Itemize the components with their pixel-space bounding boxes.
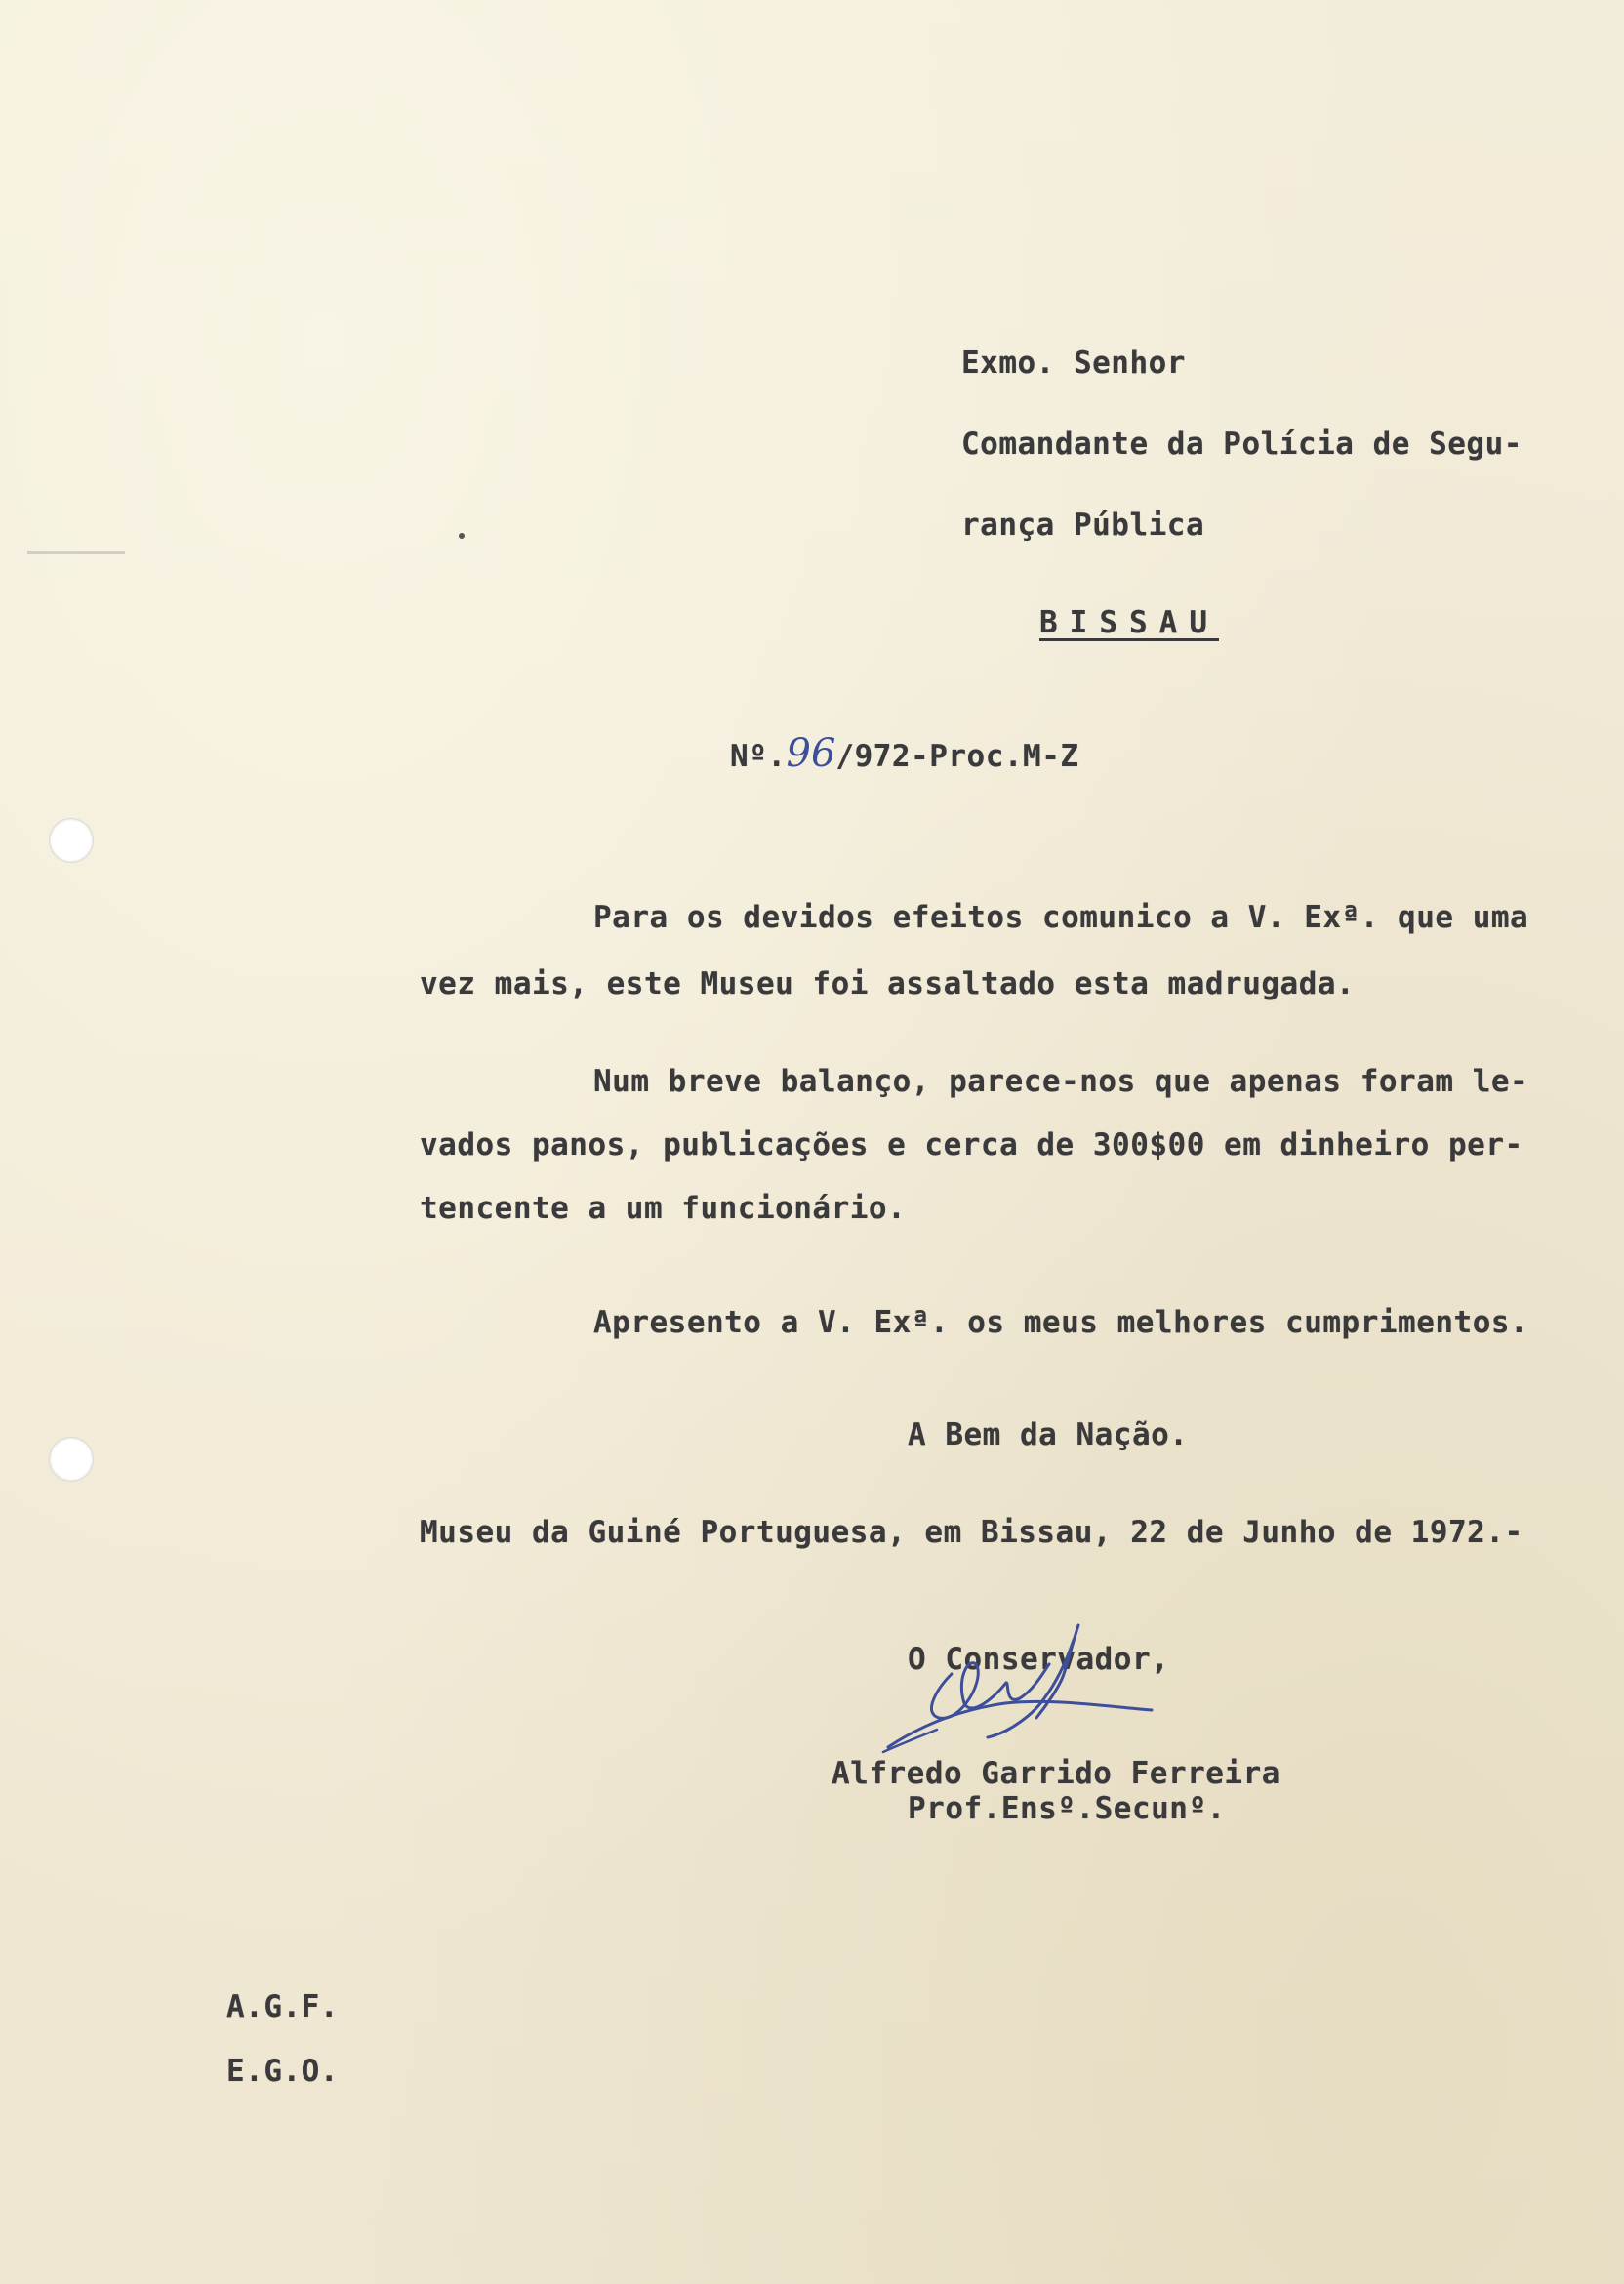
ink-dot xyxy=(459,533,465,539)
punch-hole-top xyxy=(49,818,94,863)
recipient-title-line2: rança Pública xyxy=(961,508,1205,543)
recipient-city: BISSAU xyxy=(1039,605,1219,640)
closing-motto: A Bem da Nação. xyxy=(908,1417,1189,1452)
initials-line1: A.G.F. xyxy=(226,1989,339,2024)
handwritten-signature xyxy=(878,1620,1269,1767)
body-p1-line2: vez mais, este Museu foi assaltado esta madrugada. xyxy=(420,966,1356,1001)
reference-suffix: /972-Proc.M-Z xyxy=(835,739,1079,774)
reference-handwritten-number: 96 xyxy=(786,731,836,776)
recipient-title-line1: Comandante da Polícia de Segu- xyxy=(961,427,1522,462)
signer-title: Prof.Ensº.Secunº. xyxy=(908,1791,1226,1826)
closing-place-date: Museu da Guiné Portuguesa, em Bissau, 22 de Junho de 1972.- xyxy=(420,1515,1523,1550)
body-p2-line1: Num breve balanço, parece-nos que apenas foram le- xyxy=(593,1064,1529,1099)
reference-number xyxy=(730,731,1079,776)
edge-smudge xyxy=(27,551,125,554)
recipient-salutation: Exmo. Senhor xyxy=(961,346,1186,381)
closing-role: O Conservador, xyxy=(908,1642,1170,1677)
body-p1-line1: Para os devidos efeitos comunico a V. Exª. que uma xyxy=(593,900,1529,935)
body-p2-line2: vados panos, publicações e cerca de 300$00 em dinheiro per- xyxy=(420,1127,1523,1162)
initials-line2: E.G.O. xyxy=(226,2054,339,2089)
reference-prefix: Nº. xyxy=(730,739,787,774)
body-p3: Apresento a V. Exª. os meus melhores cumprimentos. xyxy=(593,1305,1529,1340)
punch-hole-bottom xyxy=(49,1437,94,1482)
body-p2-line3: tencente a um funcionário. xyxy=(420,1191,907,1226)
signer-name: Alfredo Garrido Ferreira xyxy=(832,1756,1280,1791)
